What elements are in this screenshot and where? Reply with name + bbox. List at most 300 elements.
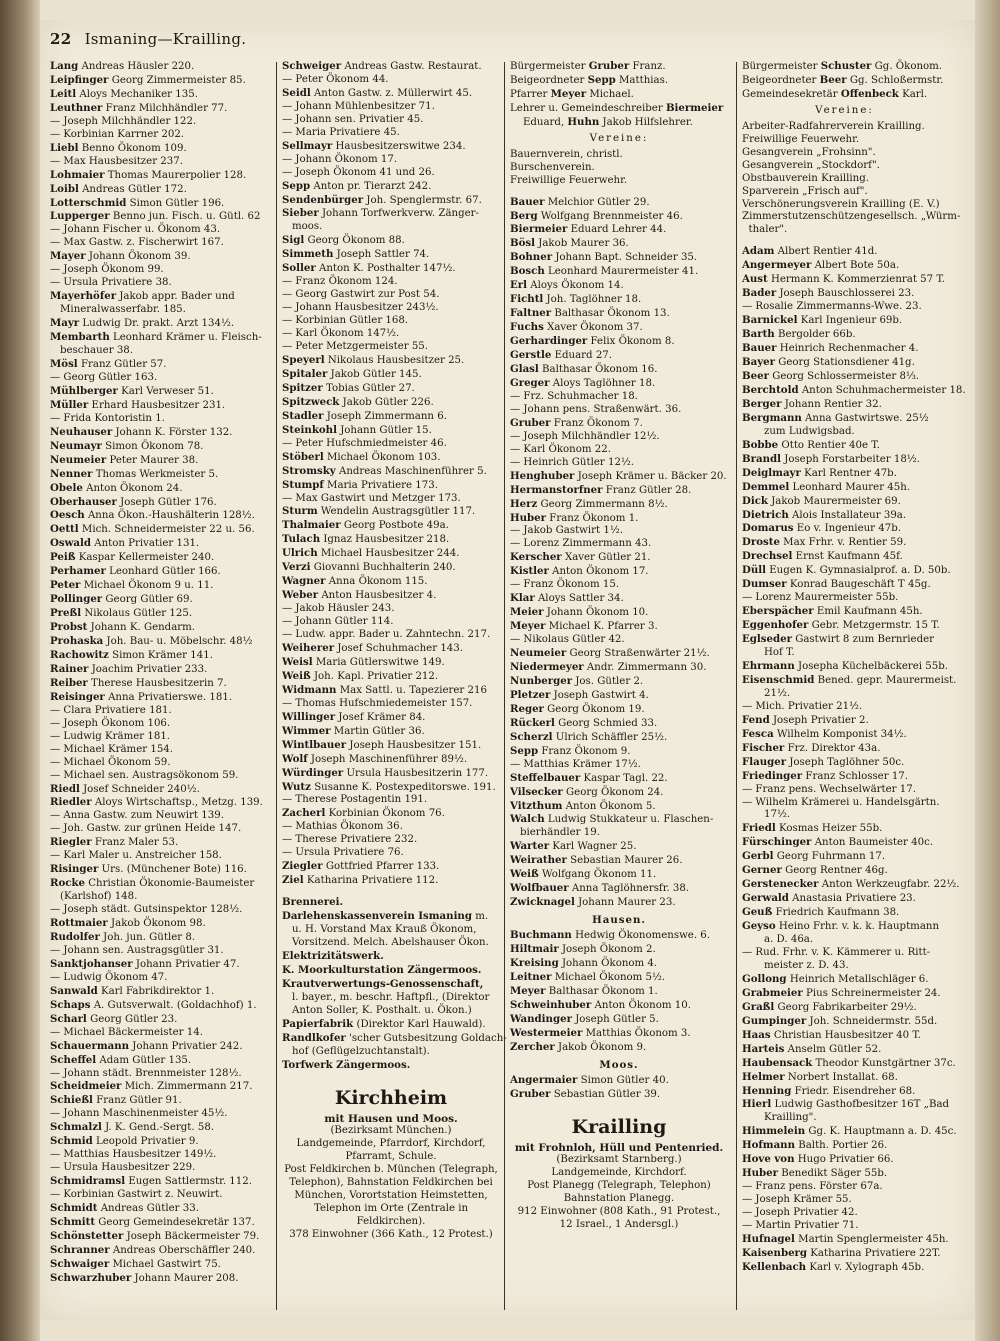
entry-name: Scheidmeier [50,1080,122,1093]
entry-detail: — Johann Gütler 114. [282,616,394,628]
list-item [742,647,947,660]
entry-detail: — Michael Krämer 154. [50,743,174,755]
hausen-heading: Hausen. [592,914,646,927]
list-item [510,484,728,498]
entry-name: Rocke [50,877,86,890]
list-item [510,251,728,265]
list-item [50,102,268,116]
kirchheim-district: (Bezirksamt München.) [330,1125,452,1137]
entry-name: Wandinger [510,1012,572,1025]
entry-detail: Franz Ökonom 9. [541,745,631,757]
entry-detail: Otto Rentier 40e T. [781,439,880,451]
list-item [742,356,947,370]
entry-detail: — Ludwig Krämer 181. [50,730,171,742]
list-item [282,505,500,519]
list-item [50,88,268,102]
entry-detail: — Joseph Privatier 42. [742,1207,858,1219]
list-item [742,797,947,810]
list-item [282,937,500,950]
entry-detail: Joseph Gütler 5. [575,1013,659,1025]
entry-name: Schauermann [50,1039,130,1052]
list-item [50,904,268,917]
list-item [742,770,947,784]
entry-detail: Krailling". [764,1112,817,1124]
entry-name: Huber [510,511,547,524]
entry-name: Bader [742,287,777,300]
list-item [50,156,268,169]
entry-detail: Wilhelm Komponist 34½. [776,728,907,740]
entry-detail: — Rud. Frhr. v. K. Kämmerer u. Ritt- [742,947,931,958]
entry-name: Ziegler [282,860,323,873]
entry-detail: — Matthias Krämer 17½. [510,758,641,770]
entry-name: Greger [510,376,550,389]
list-item [742,892,947,906]
list-item [50,129,268,142]
entry-detail: Johann Torfwerkverw. Zänger- [321,208,479,220]
list-item [510,525,728,538]
list-item [50,237,268,250]
list-item [510,307,728,321]
list-item [510,854,728,868]
entry-detail: Urs. (Münchener Bote) 116. [101,864,247,876]
entry-name: Schießl [50,1094,93,1107]
entry-detail: Michael Ökonom 103. [326,451,441,463]
entry-name: Geuß [742,906,773,919]
entry-detail: Johann Ökonom 39. [88,251,191,263]
list-item: Obstbauverein Krailling. [742,172,870,184]
entry-detail: Ludwig Stukkateur u. Flaschen- [547,814,714,826]
entry-name: Oswald [50,537,91,550]
entry-name: Mösl [50,357,78,370]
entry-detail: Franz Schlosser 17. [805,770,909,782]
list-item: Arbeiter-Radfahrerverein Krailling. [742,120,925,132]
list-item [50,183,268,197]
entry-name: Warter [510,840,550,853]
entry-detail: Leonhard Krämer u. Fleisch- [113,332,262,344]
entry-detail: Jakob Maurer 36. [538,238,629,250]
entry-name: Rachowitz [50,648,109,661]
entry-name: Leitner [510,970,552,983]
entry-detail: — Georg Gastwirt zur Post 54. [282,289,440,301]
entry-name: Schmitt [50,1216,96,1229]
vereine-list [742,120,961,238]
list-item [282,575,500,589]
entry-detail: Christian Hausbesitzer 40 T. [773,1029,921,1041]
entry-name: Sigl [282,234,305,247]
list-item [742,605,947,619]
list-item [742,1029,947,1043]
list-item [510,606,728,620]
entry-detail: Johann Maurer 23. [578,897,676,909]
entry-name: Lang [50,60,79,72]
column-4 [742,60,966,1275]
entry-detail: — Joseph Ökonom 106. [50,717,171,729]
vereine-heading: Vereine: [815,104,874,116]
entry-detail: — Joseph Milchhändler 122. [50,115,197,127]
list-item [742,784,947,797]
business-list [282,896,507,1072]
entry-detail: Therese Hausbesitzerin 7. [91,677,227,689]
list-item: thaler". [742,224,788,236]
entry-detail: Joseph Forstarbeiter 18½. [784,453,920,465]
entry-name: Würdinger [282,766,344,779]
list-item [742,550,947,564]
book-spine [0,0,40,1341]
entry-detail: — Ursula Privatiere 38. [50,277,172,289]
list-item [510,675,728,689]
list-item [282,794,500,807]
entry-detail: — Clara Privatiere 181. [50,704,172,716]
entry-name: Nenner [50,467,93,480]
list-item [50,718,268,731]
list-item: Bauernverein, christl. [510,148,623,160]
list-item [50,691,268,705]
entry-detail: Eduard Lehrer 44. [570,224,667,236]
list-item [50,60,268,74]
list-item [50,1094,268,1108]
list-item [510,745,728,759]
entry-detail: — Korbinian Gütler 168. [282,315,409,327]
entry-name: Scherzl [510,730,553,743]
entry-detail: — Johann pens. Straßenwärt. 36. [510,403,682,415]
entry-detail: Hedwig Ökonomenswe. 6. [575,930,711,942]
list-item [282,302,500,315]
entry-detail: — Joh. Gastw. zur grünen Heide 147. [50,823,242,835]
list-item [742,701,947,714]
entry-detail: Gastwirt 8 zum Bernrieder [795,634,934,646]
entry-name: Preßl [50,607,82,620]
entry-detail: Ernst Kaufmann 45f. [795,551,903,563]
entry-name: Henning [742,1084,792,1097]
list-item [282,101,500,114]
list-item [50,116,268,129]
entry-detail: Joseph Gastwirt 4. [553,689,649,701]
entry-detail: Matthias Ökonom 3. [585,1027,691,1039]
entry-detail: Aloys Ökonom 14. [530,280,624,292]
list-item [510,759,728,772]
list-item [510,404,728,417]
entry-detail: — Korbinian Karrner 202. [50,128,185,140]
list-item [50,468,268,482]
column-3-list [510,196,728,911]
list-item [510,431,728,444]
entry-name: Geyso [742,920,776,933]
list-item [742,1056,956,1071]
entry-detail: Joseph Ökonom 2. [561,944,656,956]
list-item [50,345,268,358]
list-item [50,931,268,945]
list-item [510,868,728,882]
entry-name: Gerwald [742,892,789,905]
kirchheim-subtitle: mit Hausen und Moos. [324,1112,458,1125]
list-item [742,660,947,674]
entry-name: K. Moorkulturstation Zängermoos. [282,963,482,976]
entry-detail: Jos. Gütler 2. [575,675,644,687]
list-item [50,358,268,372]
officials-list [510,60,728,130]
entry-detail: Franz Ökonom 1. [549,512,639,524]
entry-name: Speyerl [282,353,325,366]
entry-detail: Anton Schuhmachermeister 18. [801,384,966,396]
list-item [282,561,500,575]
entry-detail: Aloys Taglöhner 18. [552,377,656,389]
entry-detail: Jakob Ökonom 98. [111,918,206,930]
entry-detail: Peter Maurer 38. [109,454,199,466]
list-item [510,999,728,1013]
entry-name: Rainer [50,662,89,675]
list-item [742,688,947,701]
entry-detail: u. H. Vorstand Max Krauß Ökonom, [292,924,477,936]
entry-detail: Joseph Bäckermeister 79. [126,1230,260,1242]
list-item [50,985,268,999]
entry-name: Berg [510,209,538,222]
kirchheim-description: Landgemeinde, Pfarrdorf, Kirchdorf, Pfarramt, Schule. [296,1138,486,1163]
entry-detail: Ursula Hausbesitzerin 177. [346,767,489,779]
list-item [742,973,947,987]
entry-name: Müller [50,398,89,411]
entry-name: Stöberl [282,450,324,463]
list-item [50,372,268,385]
entry-name: Gerstle [510,349,552,362]
entry-detail: Anton Soller, K. Posthalt. u. Ökon.) [292,1004,472,1016]
entry-detail: Simon Gütler 40. [580,1074,669,1086]
entry-detail: Kaspar Kellermeister 240. [78,552,215,564]
list-item [50,413,268,426]
list-item [50,440,268,454]
list-item [742,564,951,578]
entry-detail: l. bayer., m. beschr. Haftpfl., (Direktor [292,991,490,1003]
entry-detail: Josef Krämer 84. [338,711,426,723]
entry-detail: Martin Spenglermeister 45h. [798,1234,949,1246]
list-item [742,728,947,742]
list-item [50,210,268,224]
entry-name: Biermeier [510,223,568,236]
entry-name: Rudolfer [50,931,100,943]
list-item [50,317,268,331]
entry-detail: — Mich. Privatier 21½. [742,700,863,712]
entry-name: Reisinger [50,690,105,703]
entry-detail: Anton Privatier 131. [94,538,200,550]
entry-detail: Josef Schneider 240½. [83,783,200,795]
entry-name: Perhamer [50,565,106,578]
list-item [50,224,268,237]
entry-detail: — Jakob Häusler 243. [282,603,395,615]
entry-name: Vitzthum [510,799,563,812]
entry-name: Adam [742,245,775,258]
list-item [50,635,268,649]
entry-detail: — Joseph Krämer 55. [742,1194,852,1206]
entry-detail: — Lorenz Zimmermann 43. [510,538,652,550]
entry-detail: Georg Zimmermann 8½. [540,498,668,510]
list-item [282,167,500,180]
list-item [742,314,947,328]
entry-detail: Georg Gütler 23. [90,1013,178,1025]
list-item [282,221,500,234]
entry-name: Angermaier [510,1073,578,1086]
entry-detail: Aloys Mechaniker 135. [79,88,198,100]
list-item: Sparverein „Frisch auf". [742,185,868,197]
list-item [742,1153,947,1167]
entry-detail: Balthasar Ökonom 16. [542,364,658,376]
list-item [742,1001,947,1015]
entry-detail: Thomas Werkmeister 5. [95,468,219,480]
list-item [282,262,500,276]
entry-detail: — Lorenz Maurermeister 55b. [742,592,899,604]
list-item [742,920,947,934]
list-item [50,197,268,211]
column-2-list [282,60,500,888]
entry-detail: Frz. Direktor 43a. [787,742,881,754]
entry-detail: — Ludwig Ökonom 47. [50,971,168,983]
page-number: 22 [50,30,72,48]
entry-name: Aust [742,273,768,286]
entry-detail: Joseph Gütler 176. [120,496,217,508]
list-item [742,370,947,384]
list-item [742,592,947,605]
entry-name: Schmalzl [50,1121,102,1134]
entry-detail: Georg Fabrikarbeiter 29½. [777,1001,917,1013]
list-item [742,809,947,822]
list-item [510,391,728,404]
entry-detail: (Direktor Karl Hauwald). [356,1018,486,1030]
entry-detail: Joseph Privatier 2. [772,714,869,726]
entry-detail: Balthasar Ökonom 13. [554,308,670,320]
entry-name: Riedl [50,782,80,795]
entry-detail: Georg Postbote 49a. [343,520,449,532]
list-item [510,985,728,999]
entry-detail: Georg Ökonom 24. [566,786,664,798]
list-item [742,987,947,1001]
entry-detail: bierhändler 19. [520,827,600,839]
list-item: Beigeordneter Beer Gg. Schloßermstr. [742,73,944,86]
entry-detail: Jakob Gütler 145. [330,368,422,380]
entry-detail: — Franz Ökonom 15. [510,579,620,591]
entry-name: Widmann [282,683,337,696]
entry-name: Steffelbauer [510,771,581,784]
entry-detail: Karl Rentner 47b. [804,467,897,479]
entry-detail: moos. [292,221,323,233]
entry-name: Weiherer [282,641,335,654]
list-item [50,999,268,1013]
list-item [282,874,500,888]
entry-name: Mayr [50,317,80,330]
entry-detail: Andreas Gastw. Restaurat. [344,61,482,72]
moos-heading: Moos. [599,1058,639,1071]
entry-name: Schweiger [282,60,342,72]
column-3 [510,60,728,1232]
entry-name: Friedinger [742,769,803,782]
entry-detail: (Karlshof) 148. [60,891,138,903]
entry-detail: Andreas Oberschäffler 240. [112,1244,256,1256]
page-edge [975,0,1000,1341]
entry-name: Mühlberger [50,384,118,397]
entry-name: Hierl [742,1098,772,1111]
list-item [282,368,500,382]
entry-name: Wimmer [282,724,331,737]
entry-detail: Andr. Zimmermann 30. [586,661,707,673]
entry-name: Ulrich [282,547,318,560]
list-item [510,538,728,551]
entry-name: Weiß [282,669,311,682]
page-header [50,30,246,48]
entry-detail: Johann Maurer 208. [134,1272,239,1284]
entry-name: Helmer [742,1070,785,1083]
list-item [510,800,728,814]
list-item [510,210,728,224]
entry-detail: Georg Schmied 33. [558,717,658,729]
list-item [742,756,947,770]
list-item [282,533,500,547]
list-item [282,234,500,248]
entry-detail: Georg Fuhrmann 17. [776,851,886,863]
entry-name: Bohner [510,251,553,264]
list-item [742,1098,950,1112]
entry-name: Hiltmair [510,943,559,956]
entry-name: Graßl [742,1000,775,1013]
krailling-district: (Bezirksamt Starnberg.) [556,1154,682,1166]
entry-detail: A. Gutsverwalt. (Goldachhof) 1. [93,999,257,1011]
entry-name: Weirather [510,854,567,867]
list-item [742,878,960,892]
entry-name: Demmel [742,480,790,493]
list-item [742,467,947,481]
entry-detail: Bergolder 66b. [777,329,856,341]
entry-detail: Maria Privatiere 173. [327,479,438,491]
entry-name: Thalmaier [282,519,341,532]
entry-detail: — Franz pens. Förster 67a. [742,1181,883,1193]
list-item [510,196,728,210]
entry-name: Düll [742,564,766,577]
entry-detail: — Rosalie Zimmermanns-Wwe. 23. [742,301,922,313]
entry-detail: Joseph Hausbesitzer 151. [349,739,482,751]
entry-detail: Max Frhr. v. Rentier 59. [783,537,907,549]
list-item [742,1125,957,1139]
list-item [742,536,947,550]
list-item [510,813,728,827]
entry-detail: Johann Privatier 47. [135,958,240,970]
list-item [50,1189,268,1202]
list-item [50,1258,268,1272]
entry-name: Grabmeier [742,986,803,999]
entry-name: Westermeier [510,1026,583,1039]
entry-detail: — Therese Privatiere 232. [282,834,418,846]
entry-detail: — Ludw. appr. Bader u. Zahntechn. 217. [282,629,491,641]
list-item [282,896,500,910]
list-item [742,714,947,728]
entry-detail: Johann K. Förster 132. [115,426,233,438]
entry-detail: — Johann Mühlenbesitzer 71. [282,100,435,112]
entry-name: Pollinger [50,593,103,606]
list-item [282,127,500,140]
entry-detail: Norbert Installat. 68. [787,1071,898,1083]
entry-detail: Christian Ökonomie-Baumeister [88,878,255,890]
list-item [742,245,947,259]
list-item [282,711,500,725]
entry-name: Obele [50,481,83,494]
list-item: Lehrer u. Gemeindeschreiber Biermeier [510,101,724,114]
list-item [50,649,268,663]
entry-name: Spitzweck [282,395,340,408]
list-item [742,633,947,647]
entry-detail: Kosmas Heizer 55b. [779,823,883,835]
list-item [510,579,728,592]
entry-detail: Jakob appr. Bader und [119,291,235,303]
column-divider [276,62,277,1310]
entry-detail: Michael K. Pfarrer 3. [548,621,658,633]
krailling-post: Post Planegg (Telegraph, Telephon) Bahnstation Planegg. [527,1180,711,1205]
entry-detail: Emil Kaufmann 45h. [816,606,923,618]
list-item [50,958,268,972]
